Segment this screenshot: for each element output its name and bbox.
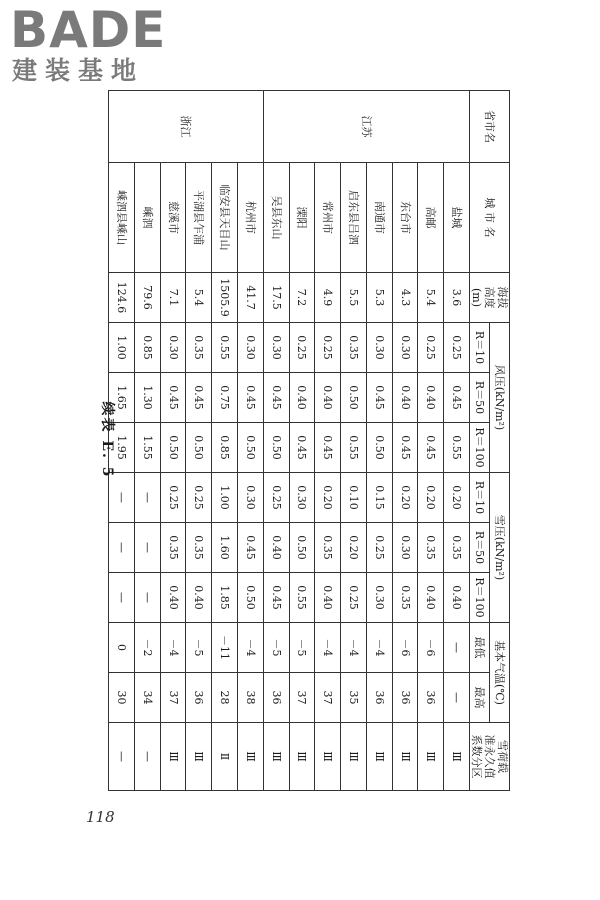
cell-w100: 0.85 — [212, 423, 238, 473]
table-row — [444, 91, 470, 791]
cell-s10: 1.00 — [212, 473, 238, 523]
city-cell: 溧阳 — [289, 163, 315, 273]
cell-alt: 79.6 — [134, 273, 160, 323]
header-wind: 风压(kN/m²) — [490, 323, 510, 473]
province-cell: 江苏 — [263, 91, 469, 163]
cell-s100: 0.40 — [160, 573, 186, 623]
table-row — [418, 91, 444, 791]
page-number: 118 — [86, 808, 115, 826]
cell-tmax: 30 — [109, 673, 135, 723]
city-cell: 东台市 — [392, 163, 418, 273]
cell-s10: 0.25 — [186, 473, 212, 523]
cell-tmin: －6 — [392, 623, 418, 673]
cell-w50: 0.45 — [366, 373, 392, 423]
cell-s100: 0.40 — [186, 573, 212, 623]
cell-w50: 0.45 — [444, 373, 470, 423]
cell-w10: 0.55 — [212, 323, 238, 373]
cell-w10: 0.85 — [134, 323, 160, 373]
cell-s100: 0.40 — [444, 573, 470, 623]
cell-tmin: －4 — [366, 623, 392, 673]
cell-w100: 1.55 — [134, 423, 160, 473]
city-cell: 启东县吕泗 — [341, 163, 367, 273]
cell-zone: Ⅱ — [212, 723, 238, 791]
table-row — [341, 91, 367, 791]
cell-alt: 124.6 — [109, 273, 135, 323]
cell-w10: 0.35 — [341, 323, 367, 373]
cell-w100: 0.50 — [160, 423, 186, 473]
cell-s10: 0.25 — [160, 473, 186, 523]
cell-zone: Ⅲ — [418, 723, 444, 791]
city-cell: 慈溪市 — [160, 163, 186, 273]
cell-alt: 5.3 — [366, 273, 392, 323]
bade-logo — [10, 1, 180, 85]
cell-tmin: －11 — [212, 623, 238, 673]
cell-w100: 0.45 — [315, 423, 341, 473]
header-temp-max: 最高 — [470, 673, 490, 723]
cell-s10: — — [109, 473, 135, 523]
city-cell: 嵊泗县嵊山 — [109, 163, 135, 273]
header-altitude: 海拔 高度 (m) — [470, 273, 510, 323]
cell-s50: 0.50 — [289, 523, 315, 573]
cell-s100: 0.30 — [366, 573, 392, 623]
cell-w50: 0.40 — [392, 373, 418, 423]
cell-s10: 0.30 — [237, 473, 263, 523]
cell-w10: 0.30 — [392, 323, 418, 373]
header-city: 城 市 名 — [470, 163, 510, 273]
cell-s100: 0.45 — [263, 573, 289, 623]
cell-tmin: －5 — [289, 623, 315, 673]
cell-w50: 0.45 — [263, 373, 289, 423]
cell-s10: 0.30 — [289, 473, 315, 523]
cell-tmin: －5 — [186, 623, 212, 673]
cell-s50: 0.45 — [237, 523, 263, 573]
cell-tmin: — — [444, 623, 470, 673]
cell-s10: 0.15 — [366, 473, 392, 523]
cell-s50: 0.35 — [315, 523, 341, 573]
cell-tmin: －4 — [341, 623, 367, 673]
cell-s100: — — [109, 573, 135, 623]
cell-s50: 0.20 — [341, 523, 367, 573]
cell-s100: — — [134, 573, 160, 623]
table-row — [366, 91, 392, 791]
cell-w100: 0.55 — [341, 423, 367, 473]
city-cell: 平湖县乍浦 — [186, 163, 212, 273]
cell-alt: 4.3 — [392, 273, 418, 323]
header-snow-r100: R＝100 — [470, 573, 490, 623]
cell-w50: 0.45 — [160, 373, 186, 423]
cell-w100: 1.95 — [109, 423, 135, 473]
cell-w100: 0.45 — [392, 423, 418, 473]
cell-w100: 0.45 — [418, 423, 444, 473]
cell-tmin: －6 — [418, 623, 444, 673]
cell-zone: — — [109, 723, 135, 791]
cell-tmin: －4 — [237, 623, 263, 673]
cell-w10: 0.30 — [237, 323, 263, 373]
cell-w10: 0.25 — [444, 323, 470, 373]
city-cell: 吴县东山 — [263, 163, 289, 273]
cell-w100: 0.50 — [186, 423, 212, 473]
table-row — [237, 91, 263, 791]
header-wind-r50: R＝50 — [470, 373, 490, 423]
cell-w10: 0.30 — [160, 323, 186, 373]
cell-s50: 0.35 — [444, 523, 470, 573]
cell-s100: 0.35 — [392, 573, 418, 623]
table-row — [263, 91, 289, 791]
cell-w100: 0.50 — [237, 423, 263, 473]
cell-alt: 4.9 — [315, 273, 341, 323]
table-row — [186, 91, 212, 791]
logo-wordmark: BADE — [10, 1, 167, 59]
cell-alt: 3.6 — [444, 273, 470, 323]
cell-w10: 1.00 — [109, 323, 135, 373]
cell-s10: 0.20 — [392, 473, 418, 523]
cell-s100: 0.40 — [418, 573, 444, 623]
cell-w50: 0.40 — [315, 373, 341, 423]
header-snow-r10: R＝10 — [470, 473, 490, 523]
cell-w10: 0.25 — [418, 323, 444, 373]
city-cell: 高邮 — [418, 163, 444, 273]
cell-tmax: 36 — [392, 673, 418, 723]
cell-s50: 0.30 — [392, 523, 418, 573]
cell-s10: 0.25 — [263, 473, 289, 523]
cell-zone: Ⅲ — [289, 723, 315, 791]
cell-tmax: 37 — [289, 673, 315, 723]
cell-w50: 0.45 — [186, 373, 212, 423]
table-row — [289, 91, 315, 791]
cell-tmax: 28 — [212, 673, 238, 723]
cell-s100: 0.50 — [237, 573, 263, 623]
cell-tmax: 36 — [263, 673, 289, 723]
cell-tmax: 35 — [341, 673, 367, 723]
cell-zone: Ⅲ — [186, 723, 212, 791]
cell-w10: 0.25 — [315, 323, 341, 373]
city-cell: 嵊泗 — [134, 163, 160, 273]
header-temp: 基本气温(℃) — [490, 623, 510, 723]
cell-tmin: －4 — [315, 623, 341, 673]
cell-zone: Ⅲ — [366, 723, 392, 791]
cell-tmax: 37 — [160, 673, 186, 723]
cell-zone: Ⅲ — [315, 723, 341, 791]
cell-alt: 41.7 — [237, 273, 263, 323]
cell-w100: 0.45 — [289, 423, 315, 473]
cell-tmin: －2 — [134, 623, 160, 673]
cell-alt: 7.1 — [160, 273, 186, 323]
cell-tmax: 36 — [418, 673, 444, 723]
cell-tmax: 34 — [134, 673, 160, 723]
cell-w10: 0.30 — [366, 323, 392, 373]
cell-s10: 0.20 — [418, 473, 444, 523]
cell-zone: Ⅲ — [160, 723, 186, 791]
cell-s100: 1.85 — [212, 573, 238, 623]
cell-alt: 5.4 — [186, 273, 212, 323]
header-snow: 雪压(kN/m²) — [490, 473, 510, 623]
cell-zone: Ⅲ — [392, 723, 418, 791]
cell-zone: Ⅲ — [263, 723, 289, 791]
cell-w50: 0.50 — [341, 373, 367, 423]
cell-w50: 0.75 — [212, 373, 238, 423]
cell-alt: 7.2 — [289, 273, 315, 323]
cell-w10: 0.30 — [263, 323, 289, 373]
cell-w10: 0.25 — [289, 323, 315, 373]
cell-zone: Ⅲ — [237, 723, 263, 791]
table-row — [160, 91, 186, 791]
cell-w50: 0.40 — [289, 373, 315, 423]
cell-s100: 0.55 — [289, 573, 315, 623]
rotated-table-page — [90, 90, 510, 790]
cell-s50: 0.35 — [418, 523, 444, 573]
city-cell: 南通市 — [366, 163, 392, 273]
table-title: 续表 E. 5 — [99, 401, 115, 479]
cell-w50: 1.65 — [109, 373, 135, 423]
cell-w10: 0.35 — [186, 323, 212, 373]
cell-w50: 1.30 — [134, 373, 160, 423]
logo-subtitle: 建装基地 — [12, 56, 145, 85]
cell-s10: 0.10 — [341, 473, 367, 523]
city-cell: 临安县天目山 — [212, 163, 238, 273]
cell-s50: 0.35 — [186, 523, 212, 573]
cell-tmax: 38 — [237, 673, 263, 723]
cell-w50: 0.45 — [237, 373, 263, 423]
city-cell: 盐城 — [444, 163, 470, 273]
cell-zone: — — [134, 723, 160, 791]
cell-alt: 5.5 — [341, 273, 367, 323]
header-wind-r100: R＝100 — [470, 423, 490, 473]
header-zone: 雪荷载 准永久值 系数分区 — [470, 723, 510, 791]
cell-s50: 0.40 — [263, 523, 289, 573]
cell-s50: — — [134, 523, 160, 573]
cell-s10: 0.20 — [315, 473, 341, 523]
cell-tmin: 0 — [109, 623, 135, 673]
city-cell: 杭州市 — [237, 163, 263, 273]
climate-data-table — [108, 90, 510, 791]
province-cell: 浙江 — [109, 91, 264, 163]
header-province: 省市名 — [470, 91, 510, 163]
table-row — [315, 91, 341, 791]
cell-s100: 0.40 — [315, 573, 341, 623]
cell-zone: Ⅲ — [444, 723, 470, 791]
table-row — [392, 91, 418, 791]
cell-tmin: －5 — [263, 623, 289, 673]
cell-alt: 17.5 — [263, 273, 289, 323]
cell-tmin: －4 — [160, 623, 186, 673]
cell-s50: 1.60 — [212, 523, 238, 573]
cell-s50: 0.35 — [160, 523, 186, 573]
cell-w100: 0.50 — [263, 423, 289, 473]
cell-s10: — — [134, 473, 160, 523]
cell-s10: 0.20 — [444, 473, 470, 523]
cell-s50: — — [109, 523, 135, 573]
cell-w50: 0.40 — [418, 373, 444, 423]
city-cell: 常州市 — [315, 163, 341, 273]
header-temp-min: 最低 — [470, 623, 490, 673]
header-wind-r10: R＝10 — [470, 323, 490, 373]
cell-tmax: 36 — [366, 673, 392, 723]
table-row — [134, 91, 160, 791]
table-row — [212, 91, 238, 791]
cell-alt: 1505.9 — [212, 273, 238, 323]
cell-w100: 0.55 — [444, 423, 470, 473]
header-snow-r50: R＝50 — [470, 523, 490, 573]
cell-s100: 0.25 — [341, 573, 367, 623]
cell-alt: 5.4 — [418, 273, 444, 323]
cell-tmax: 37 — [315, 673, 341, 723]
cell-tmax: 36 — [186, 673, 212, 723]
cell-w100: 0.50 — [366, 423, 392, 473]
table-body — [109, 91, 470, 791]
cell-zone: Ⅲ — [341, 723, 367, 791]
cell-s50: 0.25 — [366, 523, 392, 573]
cell-tmax: — — [444, 673, 470, 723]
